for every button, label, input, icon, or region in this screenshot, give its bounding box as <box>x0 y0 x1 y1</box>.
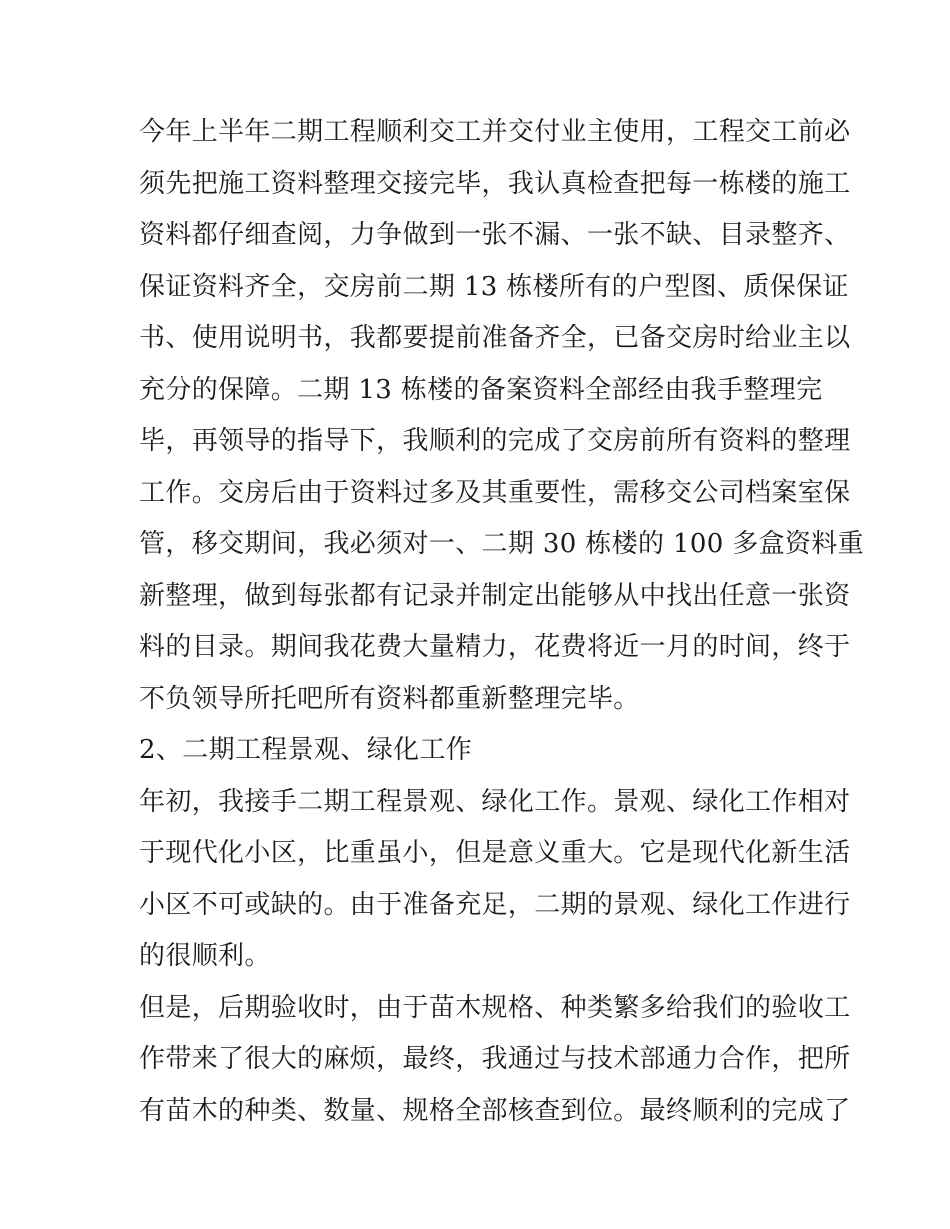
text-line-11: 料的目录。期间我花费大量精力，花费将近一月的时间，终于 <box>139 632 851 662</box>
text-line-19: 作带来了很大的麻烦，最终，我通过与技术部通力合作，把所 <box>139 1044 851 1074</box>
text-line-17: 的很顺利。 <box>139 941 271 971</box>
text-line-10: 新整理，做到每张都有记录并制定出能够从中找出任意一张资 <box>139 580 851 611</box>
text-line-16: 小区不可或缺的。由于准备充足，二期的景观、绿化工作进行 <box>139 889 851 920</box>
text-line-18: 但是，后期验收时，由于苗木规格、种类繁多给我们的验收工 <box>139 992 851 1023</box>
section-heading: 2、二期工程景观、绿化工作 <box>139 735 473 765</box>
text-line-14: 年初，我接手二期工程景观、绿化工作。景观、绿化工作相对 <box>139 786 851 817</box>
text-line-2: 须先把施工资料整理交接完毕，我认真检查把每一栋楼的施工 <box>139 168 851 199</box>
text-line-5: 书、使用说明书，我都要提前准备齐全，已备交房时给业主以 <box>139 323 851 353</box>
body-text <box>139 107 864 1137</box>
text-line-15: 于现代化小区，比重虽小，但是意义重大。它是现代化新生活 <box>139 838 851 868</box>
text-line-6: 充分的保障。二期 13 栋楼的备案资料全部经由我手整理完 <box>139 374 823 405</box>
text-line-8: 工作。交房后由于资料过多及其重要性，需移交公司档案室保 <box>139 477 851 508</box>
text-line-4: 保证资料齐全，交房前二期 13 栋楼所有的户型图、质保保证 <box>139 271 849 302</box>
text-line-7: 毕，再领导的指导下，我顺利的完成了交房前所有资料的整理 <box>139 426 851 456</box>
text-line-20: 有苗木的种类、数量、规格全部核查到位。最终顺利的完成了 <box>139 1095 851 1126</box>
text-line-9: 管，移交期间，我必须对一、二期 30 栋楼的 100 多盒资料重 <box>139 529 864 559</box>
text-line-3: 资料都仔细查阅，力争做到一张不漏、一张不缺、目录整齐、 <box>139 220 851 250</box>
text-line-1: 今年上半年二期工程顺利交工并交付业主使用，工程交工前必 <box>139 117 851 147</box>
text-line-12: 不负领导所托吧所有资料都重新整理完毕。 <box>139 683 640 714</box>
